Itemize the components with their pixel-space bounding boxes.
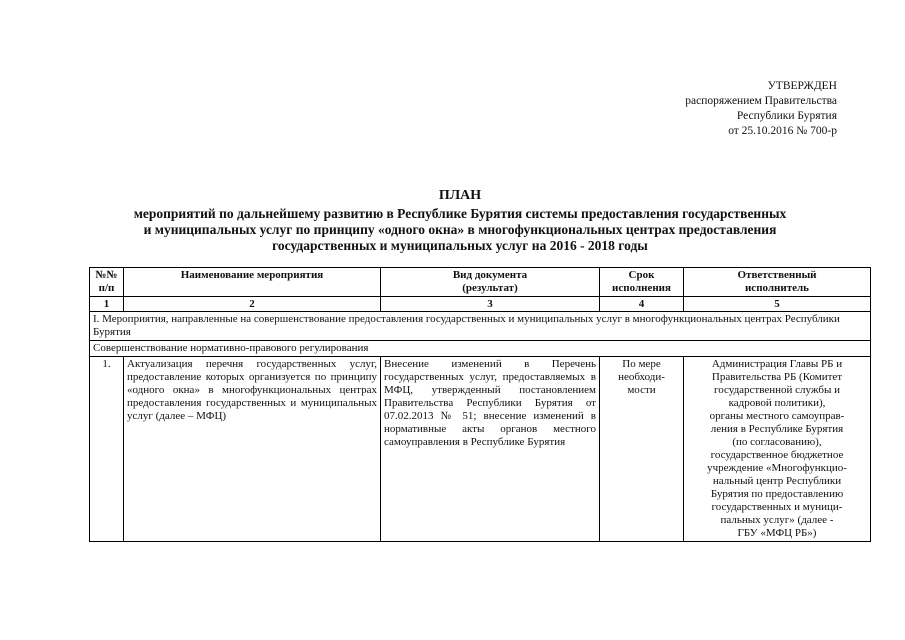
table-row xyxy=(90,357,871,542)
approval-line-republic: Республики Бурятия xyxy=(736,110,837,122)
row-term: По мере необходи- мости xyxy=(600,357,684,542)
approval-title: УТВЕРЖДЕН xyxy=(767,80,837,92)
row-activity-name: Актуализация перечня государственных услуг, предоставление которых организуется по принципу «одного окна» в многофункциональных центрах предоставления государственных и муниципальных услуг (далее – МФЦ) xyxy=(124,357,381,542)
col-number: 1 xyxy=(90,297,124,312)
header-row xyxy=(90,268,871,297)
approval-line-order: распоряжением Правительства xyxy=(685,95,837,107)
document-title xyxy=(60,188,860,254)
section-row xyxy=(90,312,871,341)
title-line-2: и муниципальных услуг по принципу «одного окна» в многофункциональных центрах предоставления xyxy=(143,222,777,237)
col-number: 2 xyxy=(124,297,381,312)
row-number: 1. xyxy=(90,357,124,542)
header-num: №№ п/п xyxy=(90,268,124,297)
title-line-3: государственных и муниципальных услуг на 2016 - 2018 годы xyxy=(272,238,648,253)
header-name: Наименование мероприятия xyxy=(124,268,381,297)
col-number: 3 xyxy=(381,297,600,312)
title-line-1: мероприятий по дальнейшему развитию в Республике Бурятия системы предоставления государственных xyxy=(133,206,787,221)
row-responsible: Администрация Главы РБ и Правительства РБ (Комитет государственной службы и кадровой политики), органы местного самоуправ- ления в Республике Бурятия (по согласованию), государственное бюджетное учреждение «Многофункцио- нальный центр Республики Бурятия по предоставлению государственных и муници- пальных услуг» (далее - ГБУ «МФЦ РБ») xyxy=(684,357,871,542)
approval-line-date: от 25.10.2016 № 700-р xyxy=(728,125,837,137)
subsection-row xyxy=(90,341,871,357)
plan-table xyxy=(89,267,871,542)
header-term: Срок исполнения xyxy=(600,268,684,297)
header-doc: Вид документа (результат) xyxy=(381,268,600,297)
col-number: 5 xyxy=(684,297,871,312)
header-resp: Ответственный исполнитель xyxy=(684,268,871,297)
subsection-title: Совершенствование нормативно-правового регулирования xyxy=(90,341,871,357)
section-title: I. Мероприятия, направленные на совершенствование предоставления государственных и муниципальных услуг в многофункциональных центрах Республики Бурятия xyxy=(90,312,871,341)
col-number: 4 xyxy=(600,297,684,312)
plan-heading: ПЛАН xyxy=(438,188,482,203)
row-document: Внесение изменений в Перечень государственных услуг, предоставляемых в МФЦ, утвержденный постановлением Правительства Республики Бурятия от 07.02.2013 № 51; внесение изменений в нормативные акты органов местного самоуправления в Республике Бурятия xyxy=(381,357,600,542)
column-number-row xyxy=(90,297,871,312)
approval-stamp xyxy=(577,79,837,139)
